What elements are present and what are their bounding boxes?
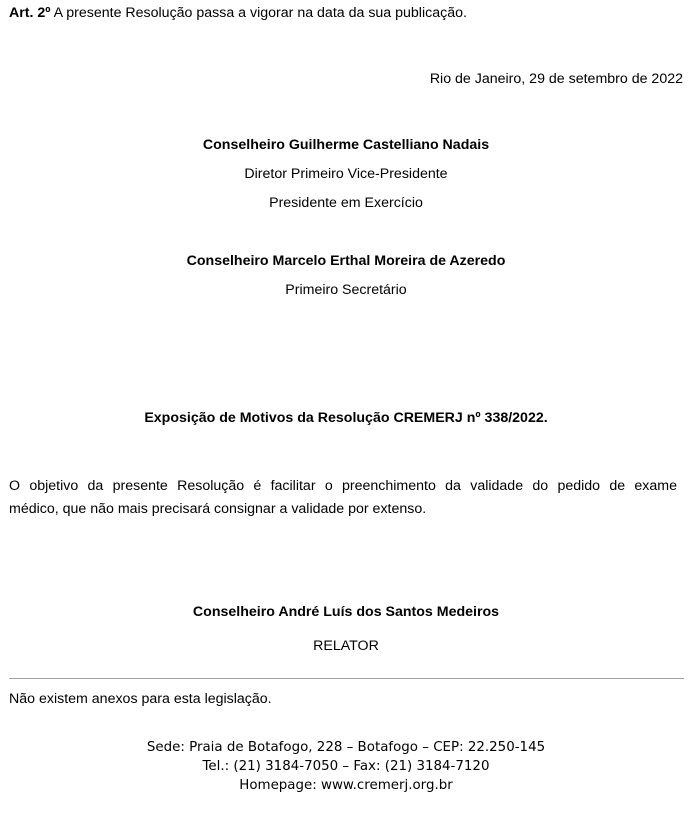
- place-date: Rio de Janeiro, 29 de setembro de 2022: [429, 71, 683, 87]
- exposition-paragraph-line-2: médico, que não mais precisará consignar a validade por extenso.: [9, 501, 427, 517]
- article-2: [9, 5, 467, 21]
- rapporteur-role: RELATOR: [313, 638, 379, 654]
- footer-phone: Tel.: (21) 3184-7050 – Fax: (21) 3184-7120: [202, 759, 490, 774]
- article-label: Art. 2º: [9, 5, 51, 21]
- signatory-2-name: Conselheiro Marcelo Erthal Moreira de Azeredo: [186, 253, 506, 269]
- signatory-1-role-1: Diretor Primeiro Vice-Presidente: [244, 166, 448, 182]
- footer-divider: [9, 678, 684, 679]
- exposition-title: Exposição de Motivos da Resolução CREMERJ nº 338/2022.: [144, 410, 548, 426]
- signatory-2-role-1: Primeiro Secretário: [285, 282, 407, 298]
- footer-homepage: Homepage: www.cremerj.org.br: [239, 778, 453, 793]
- footer-address: Sede: Praia de Botafogo, 228 – Botafogo – CEP: 22.250-145: [146, 740, 546, 755]
- rapporteur-name: Conselheiro André Luís dos Santos Medeiros: [192, 604, 500, 620]
- exposition-paragraph-line-1: O objetivo da presente Resolução é facilitar o preenchimento da validade do pedido de exame: [9, 478, 677, 494]
- annex-note: Não existem anexos para esta legislação.: [9, 691, 272, 707]
- article-text: A presente Resolução passa a vigorar na data da sua publicação.: [53, 5, 467, 21]
- signatory-1-role-2: Presidente em Exercício: [269, 195, 423, 211]
- signatory-1-name: Conselheiro Guilherme Castelliano Nadais: [202, 137, 490, 153]
